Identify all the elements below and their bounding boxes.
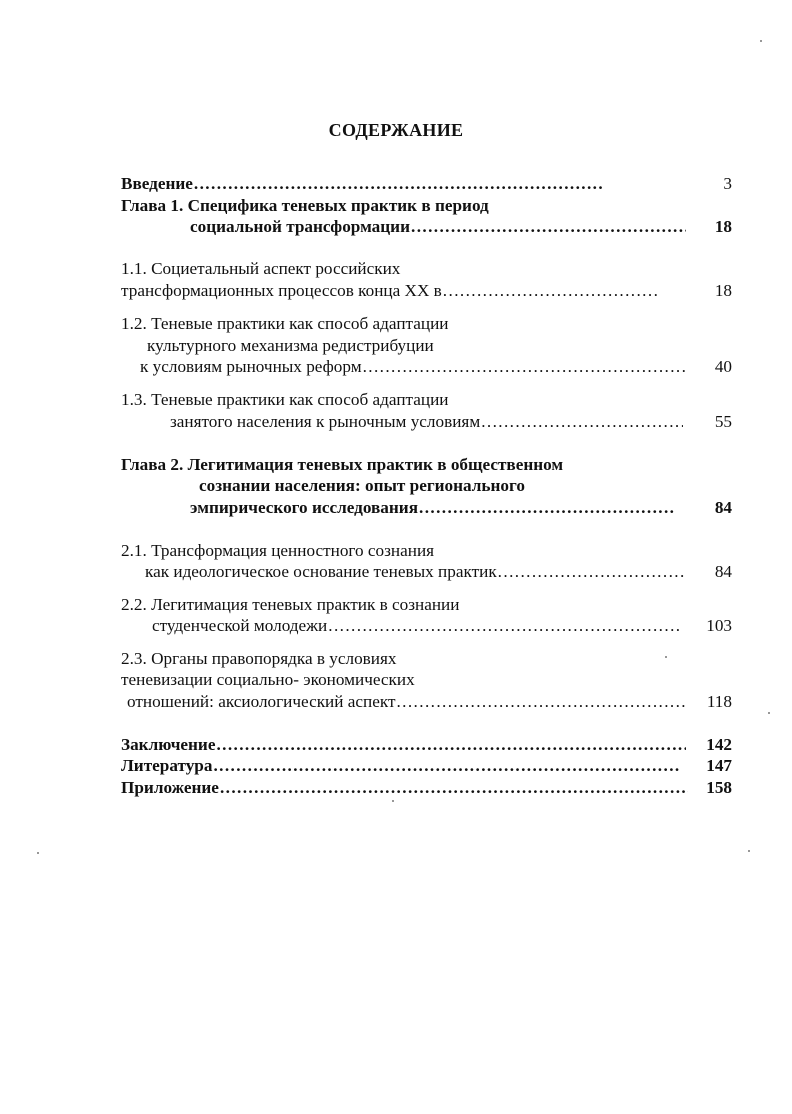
toc-entry-label-cont: теневизации социально- экономических	[121, 670, 415, 689]
toc-entry-label: Заключение	[121, 735, 216, 754]
leader-dots	[220, 777, 688, 798]
toc-entry-label-cont: социальной трансформации	[190, 217, 410, 236]
toc-entry-label: Глава 2. Легитимация теневых практик в общественном	[121, 455, 564, 474]
leader-dots	[328, 615, 680, 636]
scan-speck	[760, 40, 762, 42]
scan-speck	[768, 712, 770, 714]
leader-dots	[443, 280, 659, 301]
toc-page-number: 84	[714, 562, 732, 581]
toc-page-number: 147	[706, 756, 732, 775]
toc-entry-label-cont: занятого населения к рыночным условиям	[170, 412, 481, 431]
toc-entry-label-cont: эмпирического исследования	[190, 498, 418, 517]
leader-dots	[216, 734, 686, 755]
toc-entry-label: Литература	[121, 756, 213, 775]
toc-entry-label: 1.2. Теневые практики как способ адаптации	[121, 314, 449, 333]
toc-entry-label-cont: сознании населения: опыт регионального	[199, 476, 525, 495]
toc-entry-label: Введение	[121, 174, 193, 193]
leader-dots	[419, 497, 676, 518]
toc-entry-label-cont: как идеологическое основание теневых практик	[145, 562, 497, 581]
toc-entry-label: Глава 1. Специфика теневых практик в период	[121, 196, 489, 215]
leader-dots	[411, 216, 686, 237]
toc-page-number: 118	[706, 692, 732, 711]
toc-entry-label-cont: культурного механизма редистрибуции	[147, 336, 434, 355]
scan-speck	[748, 850, 750, 852]
toc-page-number: 84	[714, 498, 732, 517]
toc-page-number: 103	[706, 616, 732, 635]
toc-entry-label: 2.2. Легитимация теневых практик в сознании	[121, 595, 460, 614]
toc-entry-label-cont: трансформационных процессов конца XX в	[121, 281, 442, 300]
toc-page-number: 3	[723, 174, 732, 193]
toc-entry-label-cont: к условиям рыночных реформ	[140, 357, 362, 376]
toc-entry-label: 1.1. Социетальный аспект российских	[121, 259, 401, 278]
scan-speck	[392, 800, 394, 802]
toc-page-number: 18	[714, 217, 732, 236]
toc-entry-label-cont: студенческой молодежи	[152, 616, 328, 635]
scan-speck	[37, 852, 39, 854]
toc-page-number: 158	[706, 778, 732, 797]
toc-page-number: 142	[706, 735, 732, 754]
leader-dots	[363, 356, 686, 377]
toc-entry-label: 2.1. Трансформация ценностного сознания	[121, 541, 435, 560]
page-title: СОДЕРЖАНИЕ	[328, 120, 464, 140]
toc-page-number: 18	[714, 281, 732, 300]
toc-entry-label-cont: отношений: аксиологический аспект	[127, 692, 396, 711]
toc-page-number: 40	[714, 357, 732, 376]
toc-entry-label: 2.3. Органы правопорядка в условиях	[121, 649, 397, 668]
toc-entry-label: Приложение	[121, 778, 219, 797]
leader-dots	[194, 173, 603, 194]
leader-dots	[213, 755, 680, 776]
leader-dots	[396, 691, 686, 712]
scan-speck	[665, 656, 667, 658]
toc-page-number: 55	[714, 412, 732, 431]
leader-dots	[498, 561, 685, 582]
leader-dots	[481, 411, 683, 432]
toc-entry-label: 1.3. Теневые практики как способ адаптации	[121, 390, 449, 409]
